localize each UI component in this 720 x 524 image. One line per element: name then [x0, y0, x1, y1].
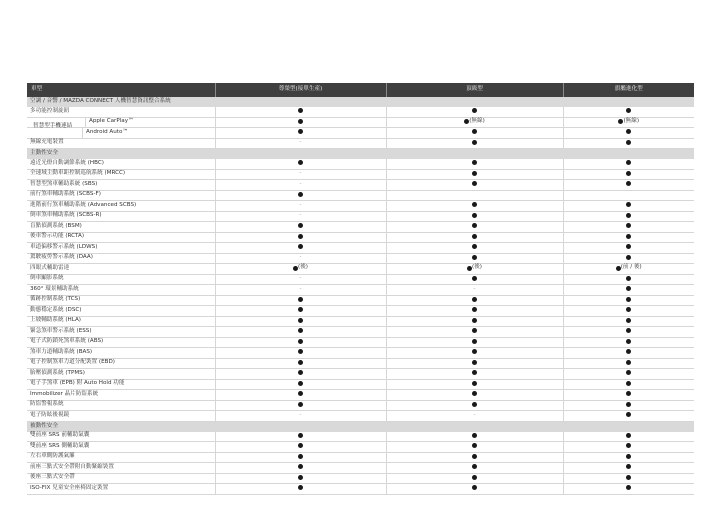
table-row	[27, 390, 694, 401]
value-cell	[563, 117, 694, 128]
value-cell	[215, 369, 386, 380]
value-cell	[563, 390, 694, 401]
value-cell	[215, 316, 386, 327]
filled-dot-icon	[626, 381, 631, 386]
value-cell	[563, 222, 694, 233]
row-label: 四眼式輔助雷達	[27, 264, 215, 275]
filled-dot-icon	[298, 307, 303, 312]
table-row	[27, 432, 694, 442]
filled-dot-icon	[626, 223, 631, 228]
value-cell	[215, 232, 386, 243]
filled-dot-icon	[298, 443, 303, 448]
value-cell	[215, 264, 386, 275]
value-cell	[386, 159, 563, 169]
value-cell	[563, 128, 694, 139]
value-cell	[563, 411, 694, 422]
not-available-mark: -	[299, 411, 302, 418]
row-label: 雙前座 SRS 前輔助氣囊	[27, 432, 215, 442]
filled-dot-icon	[626, 244, 631, 249]
filled-dot-icon	[472, 391, 477, 396]
filled-dot-icon	[626, 349, 631, 354]
row-label: 遠近光燈自動調節系統 (HBC)	[27, 159, 215, 169]
value-cell	[563, 285, 694, 296]
value-cell	[563, 295, 694, 306]
filled-dot-icon	[472, 160, 477, 165]
table-row	[27, 348, 694, 359]
table-row	[27, 306, 694, 317]
value-cell	[386, 432, 563, 442]
filled-dot-icon	[626, 160, 631, 165]
filled-dot-icon	[626, 181, 631, 186]
value-cell	[386, 379, 563, 390]
filled-dot-icon	[298, 475, 303, 480]
row-label: 煞車力道輔助系統 (BAS)	[27, 348, 215, 359]
filled-dot-icon	[298, 454, 303, 459]
filled-dot-icon	[626, 370, 631, 375]
value-cell	[215, 442, 386, 453]
filled-dot-icon	[626, 297, 631, 302]
row-label: 倒車顯影系統	[27, 274, 215, 285]
not-available-mark: -	[299, 180, 302, 187]
table-row	[27, 201, 694, 212]
value-cell	[563, 337, 694, 348]
filled-dot-icon	[626, 108, 631, 113]
value-cell	[386, 243, 563, 254]
value-cell	[215, 201, 386, 212]
value-cell	[563, 274, 694, 285]
table-row	[27, 159, 694, 169]
value-cell	[215, 400, 386, 411]
table-row	[27, 442, 694, 453]
filled-dot-icon	[626, 485, 631, 490]
value-cell	[386, 295, 563, 306]
filled-dot-icon	[298, 129, 303, 134]
table-row	[27, 138, 694, 149]
filled-dot-icon	[472, 433, 477, 438]
table-row	[27, 369, 694, 380]
section-title: 空調 / 音響 / MAZDA CONNECT 人機智慧資訊整合系統	[27, 97, 694, 107]
value-cell	[563, 369, 694, 380]
value-cell	[563, 169, 694, 180]
filled-dot-icon	[472, 255, 477, 260]
group-label: 智慧型手機連結	[33, 123, 73, 130]
filled-dot-icon	[472, 370, 477, 375]
table-row	[27, 243, 694, 254]
value-cell	[563, 452, 694, 463]
filled-dot-icon	[472, 244, 477, 249]
filled-dot-icon	[626, 339, 631, 344]
table-row	[27, 274, 694, 285]
value-cell	[386, 306, 563, 317]
value-cell	[563, 463, 694, 474]
filled-dot-icon	[626, 443, 631, 448]
section-title: 主動性安全	[27, 149, 694, 160]
row-label: 車道偏移警示系統 (LDWS)	[27, 243, 215, 254]
value-cell	[386, 117, 563, 128]
value-cell	[563, 138, 694, 149]
value-cell	[563, 348, 694, 359]
grouped-label	[30, 118, 215, 128]
filled-dot-icon	[298, 318, 303, 323]
row-label: 電子式防鎖死煞車系統 (ABS)	[27, 337, 215, 348]
value-cell	[215, 211, 386, 222]
filled-dot-icon	[298, 119, 303, 124]
value-cell	[563, 243, 694, 254]
value-cell	[215, 285, 386, 296]
filled-dot-icon	[298, 433, 303, 438]
row-label: 電子防眩後視鏡	[27, 411, 215, 422]
row-label: 駕駛疲勞警示系統 (DAA)	[27, 253, 215, 264]
value-note: (前 / 後)	[620, 264, 642, 271]
value-note: (無線)	[469, 117, 485, 124]
filled-dot-icon	[472, 108, 477, 113]
row-label: 全速域主動車距控制巡航系統 (MRCC)	[27, 169, 215, 180]
filled-dot-icon	[472, 140, 477, 145]
value-cell	[386, 452, 563, 463]
filled-dot-icon	[626, 129, 631, 134]
row-label: 循跡控制系統 (TCS)	[27, 295, 215, 306]
value-cell	[563, 316, 694, 327]
value-cell	[386, 264, 563, 275]
filled-dot-icon	[298, 244, 303, 249]
filled-dot-icon	[472, 349, 477, 354]
row-label: 進階前行煞車輔助系統 (Advanced SCBS)	[27, 201, 215, 212]
filled-dot-icon	[472, 297, 477, 302]
value-cell	[563, 107, 694, 117]
not-available-mark: -	[299, 275, 302, 282]
not-available-mark: -	[299, 212, 302, 219]
value-cell	[386, 316, 563, 327]
spec-body	[27, 97, 694, 494]
not-available-mark: -	[299, 139, 302, 146]
table-row	[27, 295, 694, 306]
table-row	[27, 222, 694, 233]
option-label: Apple CarPlay™	[85, 118, 215, 128]
filled-dot-icon	[472, 276, 477, 281]
table-row	[27, 128, 694, 139]
not-available-mark: -	[299, 170, 302, 177]
value-cell	[215, 327, 386, 338]
row-label: 電子控制煞車力道分配裝置 (EBD)	[27, 358, 215, 369]
table-row	[27, 211, 694, 222]
table-row	[27, 463, 694, 474]
value-cell	[386, 442, 563, 453]
filled-dot-icon	[298, 464, 303, 469]
filled-dot-icon	[626, 202, 631, 207]
value-cell	[563, 358, 694, 369]
value-note: (後)	[298, 264, 308, 271]
not-available-mark: -	[473, 285, 476, 292]
value-cell	[215, 411, 386, 422]
filled-dot-icon	[626, 360, 631, 365]
row-label: 防盜警報系統	[27, 400, 215, 411]
value-cell	[386, 211, 563, 222]
value-cell	[386, 285, 563, 296]
value-cell	[215, 452, 386, 463]
filled-dot-icon	[472, 129, 477, 134]
filled-dot-icon	[472, 443, 477, 448]
value-cell	[386, 327, 563, 338]
value-cell	[386, 201, 563, 212]
table-row	[27, 316, 694, 327]
filled-dot-icon	[472, 475, 477, 480]
table-row	[27, 232, 694, 243]
row-label: ISO-FIX 兒童安全座椅固定裝置	[27, 484, 215, 495]
not-available-mark: -	[299, 254, 302, 261]
table-row	[27, 452, 694, 463]
value-cell	[563, 201, 694, 212]
row-label: 前座三點式安全帶附自動緊縮裝置	[27, 463, 215, 474]
value-cell	[215, 253, 386, 264]
value-cell	[563, 253, 694, 264]
row-label	[27, 117, 215, 128]
row-label: 後座三點式安全帶	[27, 473, 215, 484]
header-row	[27, 83, 694, 97]
filled-dot-icon	[472, 223, 477, 228]
filled-dot-icon	[626, 171, 631, 176]
filled-dot-icon	[298, 339, 303, 344]
row-label: 無線充電裝置	[27, 138, 215, 149]
filled-dot-icon	[298, 360, 303, 365]
value-cell	[215, 379, 386, 390]
filled-dot-icon	[472, 202, 477, 207]
value-cell	[563, 190, 694, 201]
table-row	[27, 117, 694, 128]
row-label: 多功能控制旋鈕	[27, 107, 215, 117]
header-label: 車型	[27, 83, 215, 97]
row-label: Immobilizer 晶片防盜系統	[27, 390, 215, 401]
filled-dot-icon	[298, 108, 303, 113]
filled-dot-icon	[298, 192, 303, 197]
filled-dot-icon	[472, 360, 477, 365]
filled-dot-icon	[472, 318, 477, 323]
value-cell	[215, 190, 386, 201]
filled-dot-icon	[472, 213, 477, 218]
filled-dot-icon	[626, 307, 631, 312]
value-cell	[563, 484, 694, 495]
row-label: 盲點偵測系統 (BSM)	[27, 222, 215, 233]
value-cell	[386, 400, 563, 411]
section-title: 被動性安全	[27, 421, 694, 432]
value-cell	[386, 107, 563, 117]
spec-table	[27, 83, 694, 495]
table-row	[27, 379, 694, 390]
option-label: Android Auto™	[82, 128, 215, 138]
table-row	[27, 400, 694, 411]
table-row	[27, 107, 694, 117]
value-cell	[215, 159, 386, 169]
filled-dot-icon	[298, 402, 303, 407]
value-cell	[215, 243, 386, 254]
filled-dot-icon	[472, 339, 477, 344]
filled-dot-icon	[626, 391, 631, 396]
not-available-mark: -	[299, 285, 302, 292]
value-cell	[386, 390, 563, 401]
filled-dot-icon	[626, 255, 631, 260]
value-cell	[215, 107, 386, 117]
row-label: 電子手煞車 (EPB) 附 Auto Hold 功能	[27, 379, 215, 390]
filled-dot-icon	[626, 276, 631, 281]
row-label: 智慧型煞車輔助系統 (SBS)	[27, 180, 215, 191]
filled-dot-icon	[298, 485, 303, 490]
filled-dot-icon	[298, 391, 303, 396]
table-row	[27, 358, 694, 369]
row-label: 後車警示功能 (RCTA)	[27, 232, 215, 243]
value-cell	[563, 264, 694, 275]
value-cell	[386, 128, 563, 139]
row-label: 胎壓偵測系統 (TPMS)	[27, 369, 215, 380]
value-cell	[215, 432, 386, 442]
value-cell	[386, 180, 563, 191]
value-cell	[563, 442, 694, 453]
filled-dot-icon	[472, 234, 477, 239]
row-label: 動態穩定系統 (DSC)	[27, 306, 215, 317]
value-cell	[563, 211, 694, 222]
value-cell	[386, 463, 563, 474]
header-trim: 尊榮型(接單生產)	[215, 83, 386, 97]
value-cell	[386, 411, 563, 422]
filled-dot-icon	[298, 297, 303, 302]
value-cell	[215, 337, 386, 348]
value-cell	[215, 180, 386, 191]
value-cell	[386, 232, 563, 243]
value-cell	[563, 327, 694, 338]
filled-dot-icon	[626, 402, 631, 407]
value-cell	[215, 274, 386, 285]
filled-dot-icon	[626, 464, 631, 469]
filled-dot-icon	[626, 140, 631, 145]
filled-dot-icon	[626, 234, 631, 239]
table-row	[27, 473, 694, 484]
filled-dot-icon	[298, 223, 303, 228]
value-cell	[563, 180, 694, 191]
value-cell	[563, 473, 694, 484]
value-note: (後)	[472, 264, 482, 271]
value-cell	[215, 169, 386, 180]
value-cell	[563, 306, 694, 317]
header-trim: 頂級型	[386, 83, 563, 97]
value-cell	[563, 232, 694, 243]
value-note: (無線)	[623, 117, 640, 124]
value-cell	[386, 484, 563, 495]
table-row	[27, 411, 694, 422]
filled-dot-icon	[472, 402, 477, 407]
table-row	[27, 327, 694, 338]
row-label: 360° 環景輔助系統	[27, 285, 215, 296]
value-cell	[215, 222, 386, 233]
value-cell	[215, 117, 386, 128]
filled-dot-icon	[472, 485, 477, 490]
filled-dot-icon	[298, 234, 303, 239]
row-label: 上坡輔助系統 (HLA)	[27, 316, 215, 327]
value-cell	[386, 358, 563, 369]
filled-dot-icon	[472, 464, 477, 469]
filled-dot-icon	[626, 454, 631, 459]
value-cell	[386, 190, 563, 201]
value-cell	[563, 379, 694, 390]
filled-dot-icon	[298, 381, 303, 386]
table-row	[27, 285, 694, 296]
value-cell	[215, 484, 386, 495]
filled-dot-icon	[626, 328, 631, 333]
value-cell	[386, 169, 563, 180]
filled-dot-icon	[626, 433, 631, 438]
value-cell	[563, 400, 694, 411]
row-label: 緊急煞車警示系統 (ESS)	[27, 327, 215, 338]
value-cell	[386, 348, 563, 359]
table-row	[27, 190, 694, 201]
table-row	[27, 484, 694, 495]
filled-dot-icon	[472, 454, 477, 459]
filled-dot-icon	[626, 412, 631, 417]
section-header	[27, 97, 694, 107]
filled-dot-icon	[472, 381, 477, 386]
header-trim: 旗艦進化型	[563, 83, 694, 97]
value-cell	[215, 348, 386, 359]
table-row	[27, 264, 694, 275]
value-cell	[386, 369, 563, 380]
filled-dot-icon	[472, 171, 477, 176]
value-cell	[386, 274, 563, 285]
value-cell	[386, 473, 563, 484]
value-cell	[215, 358, 386, 369]
value-cell	[215, 306, 386, 317]
section-header	[27, 421, 694, 432]
value-cell	[215, 295, 386, 306]
table-row	[27, 253, 694, 264]
value-cell	[563, 432, 694, 442]
row-label: 倒車煞車輔助系統 (SCBS-R)	[27, 211, 215, 222]
filled-dot-icon	[472, 181, 477, 186]
filled-dot-icon	[298, 370, 303, 375]
row-label: 前行煞車輔助系統 (SCBS-F)	[27, 190, 215, 201]
value-cell	[215, 390, 386, 401]
not-available-mark: -	[473, 411, 476, 418]
filled-dot-icon	[298, 160, 303, 165]
value-cell	[386, 222, 563, 233]
row-label: 雙前座 SRS 側輔助氣囊	[27, 442, 215, 453]
value-cell	[386, 337, 563, 348]
table-row	[27, 169, 694, 180]
table-row	[27, 337, 694, 348]
filled-dot-icon	[626, 213, 631, 218]
value-cell	[215, 463, 386, 474]
filled-dot-icon	[626, 318, 631, 323]
not-available-mark: -	[299, 201, 302, 208]
value-cell	[215, 128, 386, 139]
section-header	[27, 149, 694, 160]
filled-dot-icon	[472, 328, 477, 333]
row-label: 左右車側防護氣簾	[27, 452, 215, 463]
filled-dot-icon	[626, 286, 631, 291]
value-cell	[563, 159, 694, 169]
value-cell	[386, 138, 563, 149]
value-cell	[215, 473, 386, 484]
filled-dot-icon	[472, 307, 477, 312]
table-row	[27, 180, 694, 191]
filled-dot-icon	[298, 349, 303, 354]
filled-dot-icon	[626, 475, 631, 480]
filled-dot-icon	[298, 328, 303, 333]
value-cell	[215, 138, 386, 149]
value-cell	[386, 253, 563, 264]
